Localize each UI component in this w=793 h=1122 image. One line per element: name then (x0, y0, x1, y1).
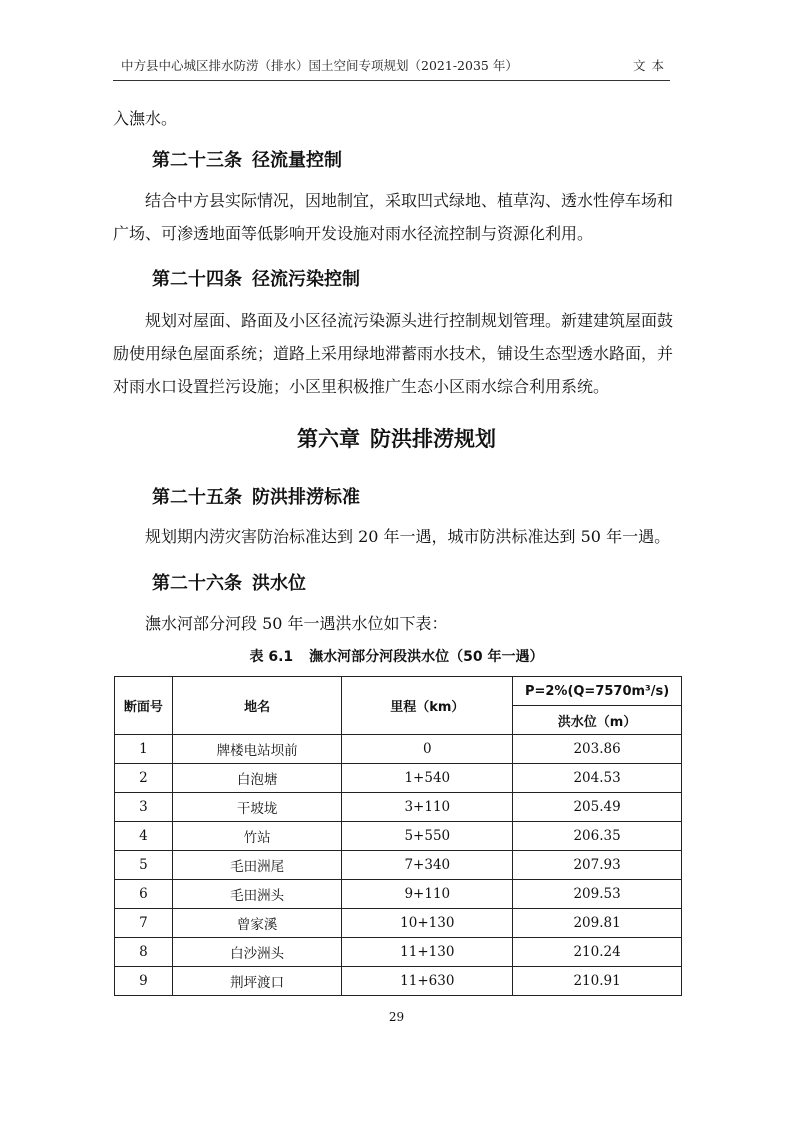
table-row (115, 822, 682, 851)
table-row (115, 909, 682, 938)
article-26-number: 第二十六条 (152, 573, 242, 594)
header-place: 地名 (172, 677, 342, 735)
page-number: 29 (388, 1010, 405, 1024)
cell-place: 牌楼电站坝前 (172, 735, 342, 764)
cell-place: 白沙洲头 (172, 938, 342, 967)
header-section: 文本 (632, 58, 670, 73)
article-25-body (113, 520, 675, 553)
header-design-condition: P=2%(Q=7570m³/s) (513, 677, 682, 706)
cell-level: 209.81 (513, 909, 682, 938)
chapter-title: 防洪排涝规划 (370, 427, 496, 451)
cell-place: 荆坪渡口 (172, 967, 342, 996)
cell-level: 204.53 (513, 764, 682, 793)
cell-place: 毛田洲尾 (172, 851, 342, 880)
flood-level-table (114, 676, 682, 996)
article-25-number: 第二十五条 (152, 487, 242, 508)
cell-level: 210.24 (513, 938, 682, 967)
article-23-body (113, 184, 675, 250)
cell-no: 3 (115, 793, 173, 822)
article-23-text: 结合中方县实际情况，因地制宜，采取凹式绿地、植草沟、透水性停车场和广场、可渗透地面等低影响开发设施对雨水径流控制与资源化利用。 (113, 191, 674, 243)
cell-mileage: 3+110 (342, 793, 513, 822)
article-25-title: 防洪排涝标准 (252, 487, 360, 508)
cell-level: 209.53 (513, 880, 682, 909)
article-23-number: 第二十三条 (152, 150, 242, 171)
cell-no: 2 (115, 764, 173, 793)
cell-no: 8 (115, 938, 173, 967)
cell-mileage: 7+340 (342, 851, 513, 880)
header-mileage: 里程（km） (342, 677, 513, 735)
header-divider (113, 80, 670, 81)
article-24-body (113, 304, 675, 403)
cell-mileage: 10+130 (342, 909, 513, 938)
table-row (115, 793, 682, 822)
header-section-no: 断面号 (115, 677, 173, 735)
cell-place: 白泡塘 (172, 764, 342, 793)
article-24-heading (152, 265, 370, 291)
table-caption (0, 646, 793, 666)
article-24-number: 第二十四条 (152, 269, 242, 290)
cell-mileage: 11+630 (342, 967, 513, 996)
cell-no: 6 (115, 880, 173, 909)
cell-level: 203.86 (513, 735, 682, 764)
article-26-text: 潕水河部分河段 50 年一遇洪水位如下表： (145, 614, 448, 633)
chapter-heading (0, 423, 793, 453)
header-flood-level: 洪水位（m） (513, 706, 682, 735)
cell-level: 205.49 (513, 793, 682, 822)
cell-place: 曾家溪 (172, 909, 342, 938)
article-25-heading (152, 483, 370, 509)
cell-mileage: 11+130 (342, 938, 513, 967)
cell-place: 竹站 (172, 822, 342, 851)
cell-no: 4 (115, 822, 173, 851)
header-title: 中方县中心城区排水防涝（排水）国土空间专项规划（2021-2035 年） (121, 58, 518, 73)
page-header (113, 56, 670, 78)
cell-level: 207.93 (513, 851, 682, 880)
chapter-number: 第六章 (297, 427, 360, 451)
cell-level: 206.35 (513, 822, 682, 851)
table-row (115, 851, 682, 880)
cell-place: 毛田洲头 (172, 880, 342, 909)
table-row (115, 880, 682, 909)
cell-no: 7 (115, 909, 173, 938)
table-row (115, 735, 682, 764)
table-row (115, 967, 682, 996)
article-26-heading (152, 569, 316, 595)
cell-no: 5 (115, 851, 173, 880)
cell-mileage: 1+540 (342, 764, 513, 793)
cell-no: 9 (115, 967, 173, 996)
article-26-title: 洪水位 (252, 573, 306, 594)
table-row (115, 764, 682, 793)
cell-mileage: 0 (342, 735, 513, 764)
article-26-body (113, 607, 675, 640)
article-24-title: 径流污染控制 (252, 269, 360, 290)
intro-text: 入潕水。 (113, 109, 178, 128)
cell-mileage: 5+550 (342, 822, 513, 851)
intro-paragraph (113, 102, 675, 135)
article-24-text: 规划对屋面、路面及小区径流污染源头进行控制规划管理。新建建筑屋面鼓励使用绿色屋面系统；道路上采用绿地滞蓄雨水技术，铺设生态型透水路面，并对雨水口设置拦污设施；小区里积极推广生态小区雨水综合利用系统。 (113, 311, 674, 396)
cell-level: 210.91 (513, 967, 682, 996)
article-23-title: 径流量控制 (252, 150, 342, 171)
cell-no: 1 (115, 735, 173, 764)
article-25-text: 规划期内涝灾害防治标准达到 20 年一遇，城市防洪标准达到 50 年一遇。 (145, 527, 671, 546)
article-23-heading (152, 146, 352, 172)
cell-place: 干坡垅 (172, 793, 342, 822)
cell-mileage: 9+110 (342, 880, 513, 909)
table-caption-title: 潕水河部分河段洪水位（50 年一遇） (309, 649, 544, 665)
table-row (115, 938, 682, 967)
table-caption-number: 表 6.1 (249, 649, 294, 665)
